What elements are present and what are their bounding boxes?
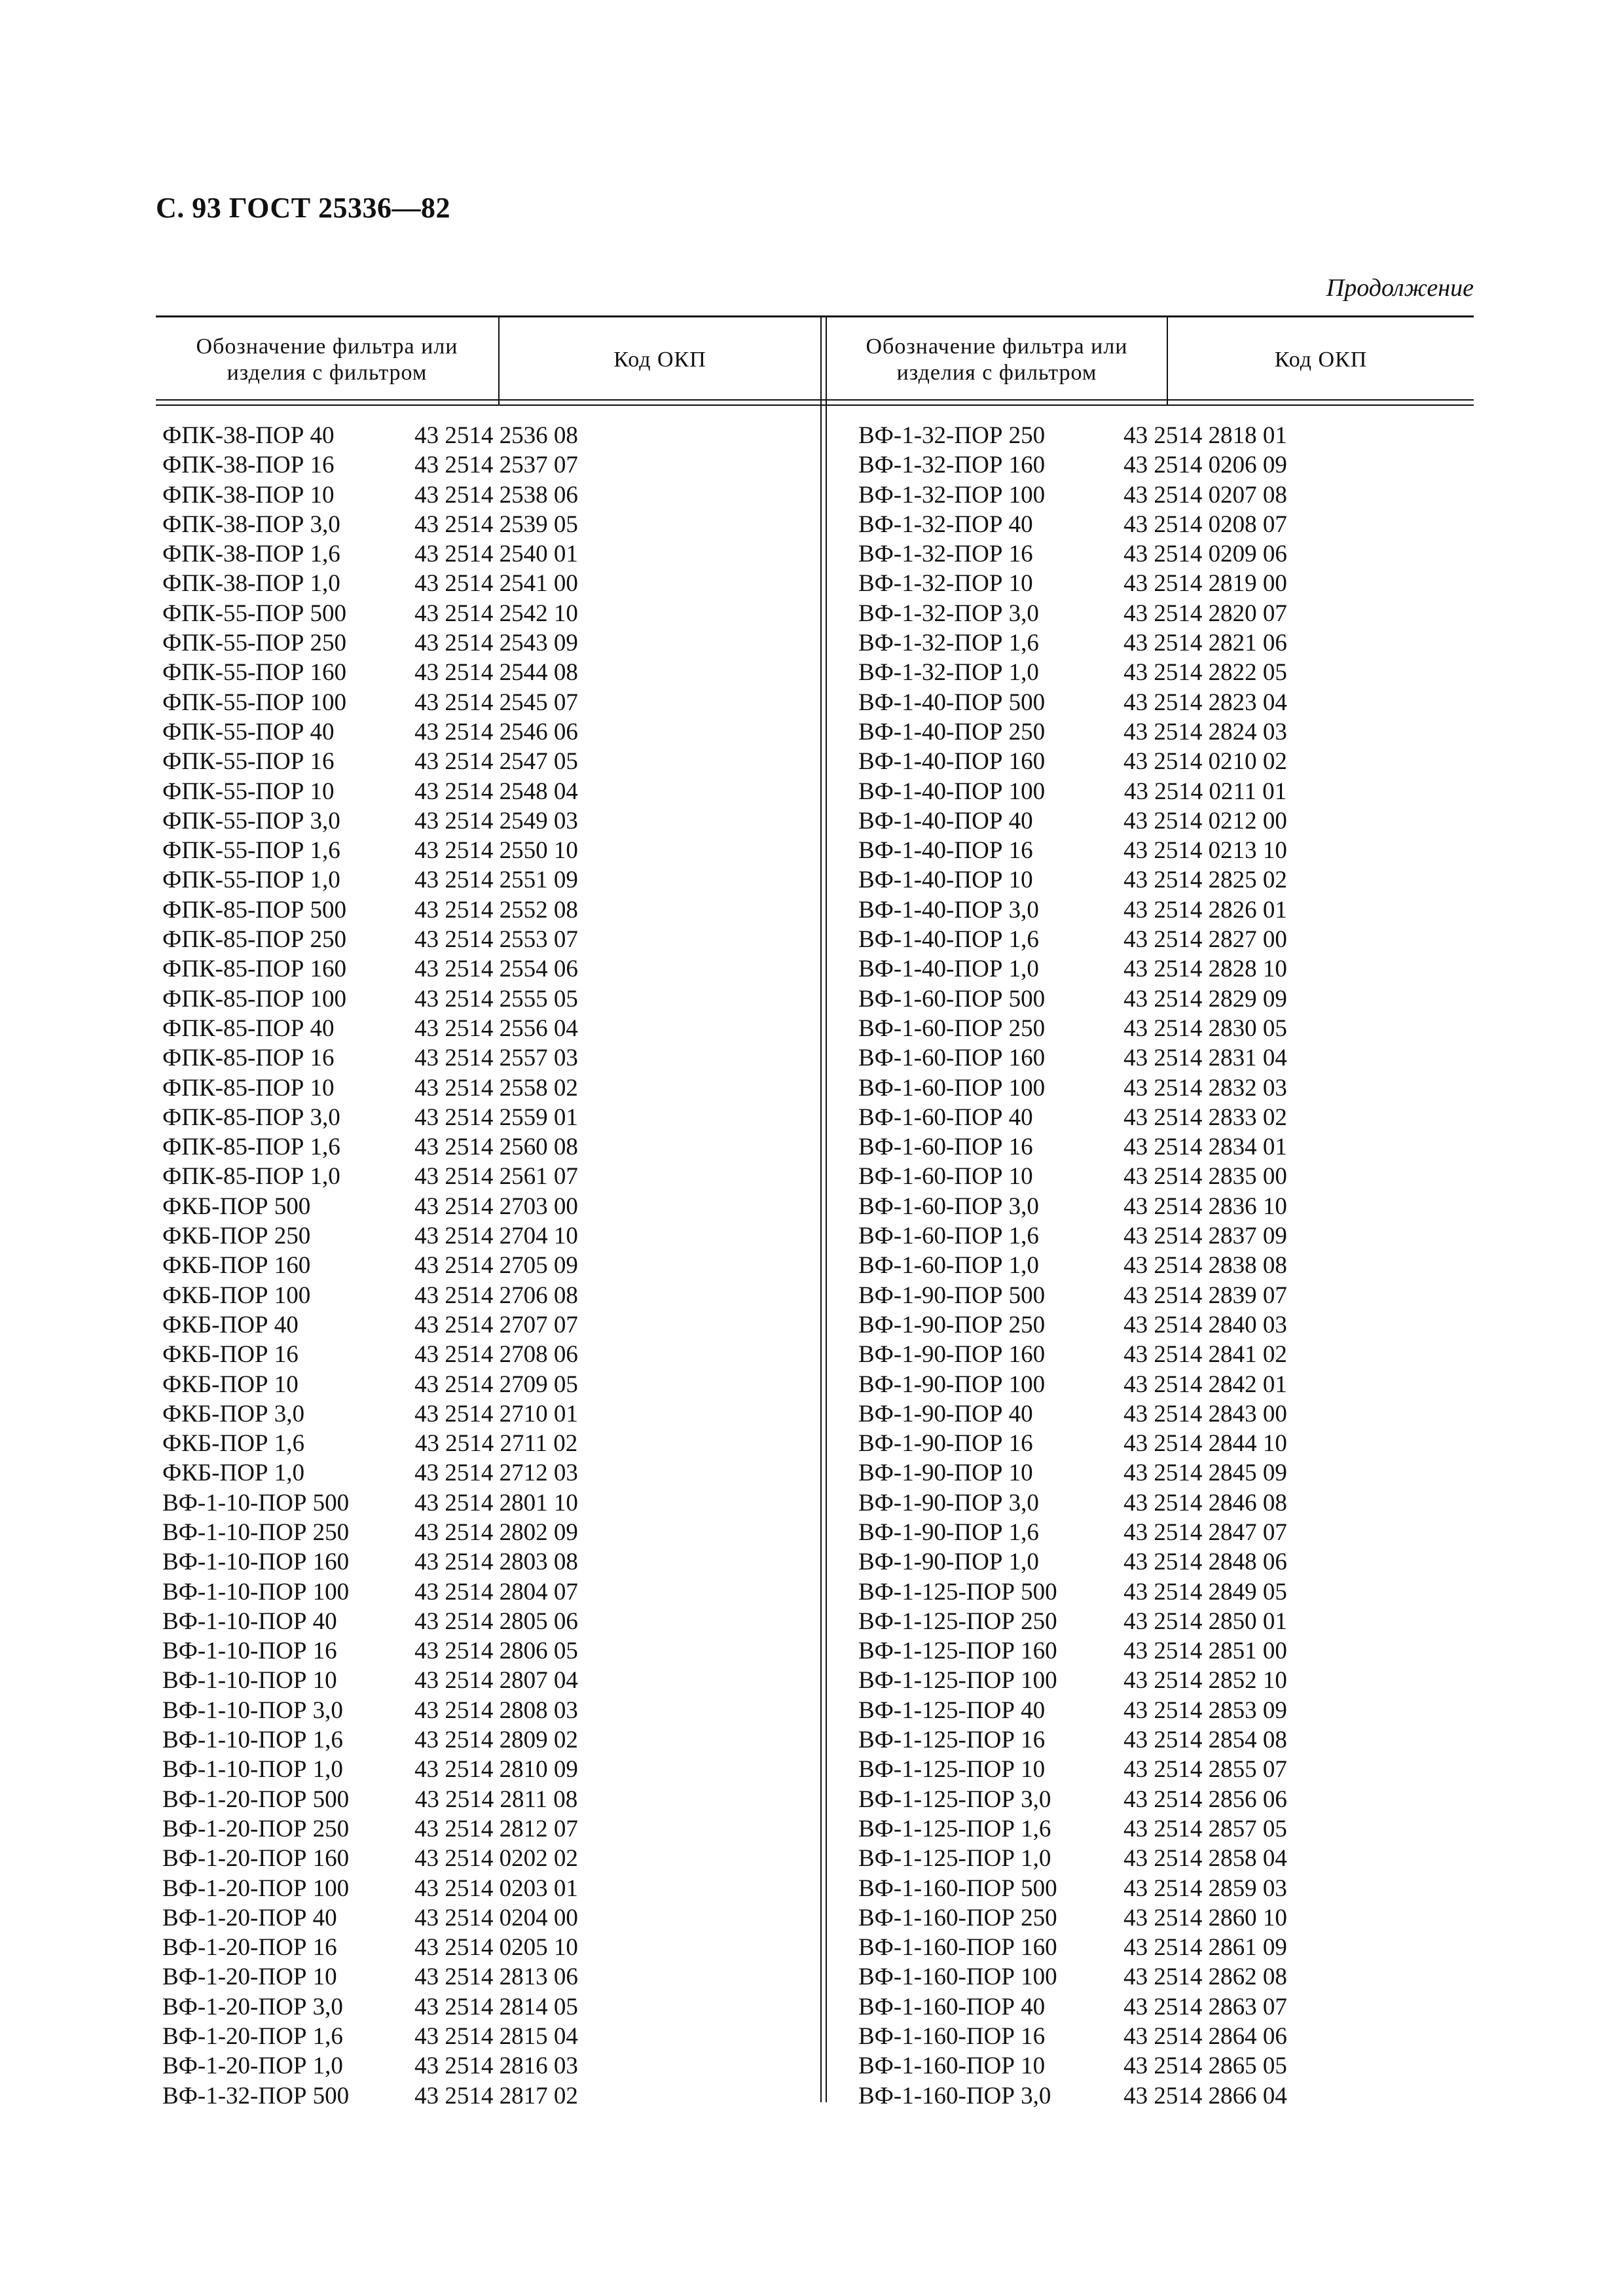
okp-code-right-text: 43 2514 2824 03 (1123, 718, 1287, 745)
okp-code-right-text: 43 2514 2818 01 (1123, 422, 1287, 449)
filter-designation-left: ВФ-1-10-ПОР 500 (162, 1489, 350, 1516)
table-row (156, 1903, 1474, 1933)
filter-designation-right: ВФ-1-60-ПОР 1,0 (858, 1252, 1039, 1280)
okp-code-left-text: 43 2514 2546 06 (414, 718, 578, 745)
okp-code-left-text: 43 2514 2548 04 (414, 778, 578, 805)
okp-code-left-text: 43 2514 2806 05 (414, 1638, 578, 1665)
table-row (156, 1992, 1474, 2022)
filter-designation-left: ФПК-85-ПОР 1,6 (162, 1134, 340, 1161)
filter-designation-left: ВФ-1-10-ПОР 160 (162, 1549, 350, 1576)
filter-designation-left: ФПК-38-ПОР 1,6 (162, 541, 340, 568)
column-header-okp-code-right: Код ОКП (1274, 348, 1368, 372)
okp-code-left-text: 43 2514 2709 05 (414, 1371, 578, 1398)
okp-code-right-text: 43 2514 2835 00 (1123, 1163, 1287, 1191)
okp-code-left-text: 43 2514 2705 09 (414, 1252, 578, 1280)
okp-code-right-text: 43 2514 2849 05 (1123, 1578, 1287, 1605)
filter-designation-right: ВФ-1-60-ПОР 16 (858, 1134, 1033, 1161)
filter-designation-left: ФПК-85-ПОР 1,0 (162, 1163, 340, 1191)
okp-code-table (156, 315, 1474, 2109)
table-row (156, 1933, 1474, 1962)
filter-designation-right: ВФ-1-160-ПОР 16 (858, 2023, 1046, 2051)
table-row (156, 1874, 1474, 1903)
filter-designation-left: ВФ-1-10-ПОР 100 (162, 1578, 350, 1605)
okp-code-left-text: 43 2514 2811 08 (414, 1785, 578, 1813)
okp-code-right-text: 43 2514 2826 01 (1123, 896, 1287, 924)
filter-designation-left: ФКБ-ПОР 250 (162, 1223, 311, 1250)
okp-code-right-text: 43 2514 2821 06 (1123, 630, 1287, 657)
table-body (156, 421, 1474, 2111)
okp-code-left-text: 43 2514 2809 02 (414, 1727, 578, 1754)
filter-designation-right: ВФ-1-32-ПОР 160 (858, 452, 1046, 479)
okp-code-right-text: 43 2514 2852 10 (1123, 1667, 1287, 1695)
table-row (156, 628, 1474, 658)
table-row (156, 658, 1474, 687)
table-row (156, 1340, 1474, 1369)
filter-designation-right: ВФ-1-90-ПОР 1,6 (858, 1518, 1039, 1546)
okp-code-left-text: 43 2514 2711 02 (414, 1430, 578, 1458)
okp-code-left-text: 43 2514 2556 04 (414, 1014, 578, 1042)
filter-designation-left: ФПК-55-ПОР 250 (162, 630, 347, 657)
filter-designation-left: ФПК-85-ПОР 3,0 (162, 1103, 340, 1131)
filter-designation-left: ФКБ-ПОР 16 (162, 1341, 299, 1369)
filter-designation-left: ФПК-38-ПОР 1,0 (162, 570, 340, 598)
filter-designation-left: ФПК-55-ПОР 3,0 (162, 807, 340, 834)
okp-code-right-text: 43 2514 2854 08 (1123, 1727, 1287, 1754)
table-row (156, 1103, 1474, 1132)
filter-designation-left: ФКБ-ПОР 100 (162, 1282, 311, 1309)
filter-designation-left: ФПК-55-ПОР 500 (162, 600, 347, 627)
filter-designation-left: ВФ-1-20-ПОР 3,0 (162, 1993, 343, 2020)
filter-designation-right: ВФ-1-32-ПОР 3,0 (858, 600, 1039, 627)
table-row (156, 2051, 1474, 2081)
okp-code-right-text: 43 2514 2833 02 (1123, 1103, 1287, 1131)
table-row (156, 925, 1474, 954)
table-row (156, 895, 1474, 925)
filter-designation-left: ВФ-1-20-ПОР 40 (162, 1904, 337, 1931)
filter-designation-left: ФКБ-ПОР 160 (162, 1252, 311, 1280)
table-row (156, 1488, 1474, 1518)
okp-code-left-text: 43 2514 2813 06 (414, 1964, 578, 1991)
table-row (156, 1547, 1474, 1577)
okp-code-right-text: 43 2514 2822 05 (1123, 659, 1287, 687)
table-row (156, 747, 1474, 776)
okp-code-right-text: 43 2514 2848 06 (1123, 1549, 1287, 1576)
filter-designation-left: ФПК-55-ПОР 160 (162, 659, 347, 687)
okp-code-left-text: 43 2514 2536 08 (414, 422, 578, 449)
okp-code-left-text: 43 2514 2560 08 (414, 1134, 578, 1161)
filter-designation-right: ВФ-1-160-ПОР 40 (858, 1993, 1046, 2020)
filter-designation-left: ФПК-55-ПОР 1,6 (162, 837, 340, 865)
okp-code-left-text: 43 2514 2540 01 (414, 541, 578, 568)
table-row (156, 1132, 1474, 1162)
filter-designation-right: ВФ-1-90-ПОР 160 (858, 1341, 1046, 1369)
okp-code-left-text: 43 2514 2708 06 (414, 1341, 578, 1369)
filter-designation-left: ВФ-1-20-ПОР 500 (162, 1785, 350, 1813)
okp-code-right-text: 43 2514 0209 06 (1123, 541, 1287, 568)
okp-code-right-text: 43 2514 2828 10 (1123, 956, 1287, 983)
table-row (156, 1696, 1474, 1725)
filter-designation-right: ВФ-1-125-ПОР 10 (858, 1756, 1046, 1784)
table-row (156, 599, 1474, 628)
filter-designation-right: ВФ-1-60-ПОР 1,6 (858, 1223, 1039, 1250)
okp-code-left-text: 43 2514 2559 01 (414, 1103, 578, 1131)
filter-designation-right: ВФ-1-32-ПОР 40 (858, 511, 1033, 538)
okp-code-right-text: 43 2514 2834 01 (1123, 1134, 1287, 1161)
filter-designation-left: ФПК-38-ПОР 10 (162, 481, 335, 509)
filter-designation-right: ВФ-1-160-ПОР 3,0 (858, 2082, 1051, 2109)
okp-code-right-text: 43 2514 2853 09 (1123, 1696, 1287, 1724)
okp-code-left-text: 43 2514 2801 10 (414, 1489, 578, 1516)
table-row (156, 1370, 1474, 1399)
filter-designation-left: ФПК-85-ПОР 500 (162, 896, 347, 924)
table-row (156, 1666, 1474, 1695)
filter-designation-right: ВФ-1-90-ПОР 1,0 (858, 1549, 1039, 1576)
filter-designation-left: ВФ-1-20-ПОР 16 (162, 1934, 337, 1962)
okp-code-right-text: 43 2514 2846 08 (1123, 1489, 1287, 1516)
filter-designation-left: ФКБ-ПОР 40 (162, 1311, 299, 1338)
filter-designation-left: ФКБ-ПОР 500 (162, 1193, 311, 1220)
filter-designation-right: ВФ-1-60-ПОР 40 (858, 1103, 1033, 1131)
okp-code-right-text: 43 2514 2838 08 (1123, 1252, 1287, 1280)
okp-code-left-text: 43 2514 0204 00 (414, 1904, 578, 1931)
okp-code-right-text: 43 2514 2844 10 (1123, 1430, 1287, 1458)
filter-designation-right: ВФ-1-60-ПОР 3,0 (858, 1193, 1039, 1220)
okp-code-right-text: 43 2514 0213 10 (1123, 837, 1287, 865)
table-row (156, 717, 1474, 747)
table-row (156, 2081, 1474, 2111)
okp-code-right-text: 43 2514 2843 00 (1123, 1400, 1287, 1427)
filter-designation-left: ФПК-38-ПОР 3,0 (162, 511, 340, 538)
filter-designation-left: ФПК-85-ПОР 160 (162, 956, 347, 983)
okp-code-right-text: 43 2514 2863 07 (1123, 1993, 1287, 2020)
continuation-label: Продолжение (1326, 274, 1474, 302)
table-row (156, 1844, 1474, 1873)
table-row (156, 1755, 1474, 1784)
okp-code-right-text: 43 2514 0212 00 (1123, 807, 1287, 834)
filter-designation-left: ВФ-1-10-ПОР 1,0 (162, 1756, 343, 1784)
table-row (156, 1014, 1474, 1043)
filter-designation-left: ФПК-85-ПОР 10 (162, 1074, 335, 1102)
okp-code-left-text: 43 2514 2550 10 (414, 837, 578, 865)
filter-designation-right: ВФ-1-60-ПОР 100 (858, 1074, 1046, 1102)
okp-code-right-text: 43 2514 2837 09 (1123, 1223, 1287, 1250)
filter-designation-left: ВФ-1-20-ПОР 160 (162, 1845, 350, 1873)
page-header: С. 93 ГОСТ 25336—82 (156, 192, 451, 224)
filter-designation-left: ВФ-1-20-ПОР 100 (162, 1874, 350, 1902)
okp-code-left-text: 43 2514 2558 02 (414, 1074, 578, 1102)
table-row (156, 1251, 1474, 1280)
table-row (156, 1636, 1474, 1666)
okp-code-right-text: 43 2514 2830 05 (1123, 1014, 1287, 1042)
filter-designation-left: ВФ-1-10-ПОР 250 (162, 1518, 350, 1546)
column-header-okp-code-left: Код ОКП (613, 348, 706, 372)
filter-designation-right: ВФ-1-125-ПОР 40 (858, 1696, 1046, 1724)
filter-designation-left: ФПК-55-ПОР 1,0 (162, 867, 340, 894)
filter-designation-left: ФКБ-ПОР 3,0 (162, 1400, 304, 1427)
table-top-rule (156, 315, 1474, 317)
filter-designation-left: ВФ-1-10-ПОР 10 (162, 1667, 337, 1695)
okp-code-right-text: 43 2514 2865 05 (1123, 2053, 1287, 2080)
filter-designation-right: ВФ-1-90-ПОР 40 (858, 1400, 1033, 1427)
okp-code-left-text: 43 2514 2808 03 (414, 1696, 578, 1724)
okp-code-left-text: 43 2514 2537 07 (414, 452, 578, 479)
okp-code-right-text: 43 2514 2823 04 (1123, 689, 1287, 716)
okp-code-right-text: 43 2514 2847 07 (1123, 1518, 1287, 1546)
table-row (156, 1221, 1474, 1251)
filter-designation-right: ВФ-1-60-ПОР 250 (858, 1014, 1046, 1042)
okp-code-left-text: 43 2514 2555 05 (414, 985, 578, 1013)
filter-designation-right: ВФ-1-40-ПОР 10 (858, 867, 1033, 894)
filter-designation-right: ВФ-1-125-ПОР 16 (858, 1727, 1046, 1754)
filter-designation-right: ВФ-1-32-ПОР 100 (858, 481, 1046, 509)
okp-code-left-text: 43 2514 2710 01 (414, 1400, 578, 1427)
okp-code-left-text: 43 2514 2805 06 (414, 1607, 578, 1635)
filter-designation-left: ФПК-38-ПОР 40 (162, 422, 335, 449)
table-row (156, 954, 1474, 984)
filter-designation-right: ВФ-1-125-ПОР 160 (858, 1638, 1057, 1665)
filter-designation-right: ВФ-1-90-ПОР 100 (858, 1371, 1046, 1398)
filter-designation-left: ФПК-85-ПОР 40 (162, 1014, 335, 1042)
okp-code-right-text: 43 2514 2840 03 (1123, 1311, 1287, 1338)
filter-designation-left: ФПК-85-ПОР 100 (162, 985, 347, 1013)
okp-code-left-text: 43 2514 2704 10 (414, 1223, 578, 1250)
okp-code-left-text: 43 2514 2816 03 (414, 2053, 578, 2080)
table-row (156, 1073, 1474, 1103)
filter-designation-left: ВФ-1-20-ПОР 10 (162, 1964, 337, 1991)
filter-designation-right: ВФ-1-60-ПОР 160 (858, 1045, 1046, 1072)
okp-code-left-text: 43 2514 2543 09 (414, 630, 578, 657)
header-bottom-rule (156, 399, 1474, 401)
filter-designation-right: ВФ-1-60-ПОР 500 (858, 985, 1046, 1013)
okp-code-left-text: 43 2514 0203 01 (414, 1874, 578, 1902)
table-row (156, 865, 1474, 895)
filter-designation-right: ВФ-1-125-ПОР 500 (858, 1578, 1057, 1605)
okp-code-right-text: 43 2514 2827 00 (1123, 926, 1287, 954)
filter-designation-right: ВФ-1-40-ПОР 160 (858, 748, 1046, 776)
okp-code-left-text: 43 2514 2557 03 (414, 1045, 578, 1072)
filter-designation-right: ВФ-1-90-ПОР 250 (858, 1311, 1046, 1338)
filter-designation-right: ВФ-1-40-ПОР 1,6 (858, 926, 1039, 954)
table-row (156, 569, 1474, 598)
table-row (156, 836, 1474, 865)
column-header-designation-left: Обозначение фильтра или изделия с фильтром (196, 334, 458, 385)
table-row (156, 1962, 1474, 1992)
filter-designation-left: ВФ-1-10-ПОР 16 (162, 1638, 337, 1665)
filter-designation-right: ВФ-1-125-ПОР 100 (858, 1667, 1057, 1695)
okp-code-right-text: 43 2514 2839 07 (1123, 1282, 1287, 1309)
table-row (156, 1518, 1474, 1547)
okp-code-right-text: 43 2514 0207 08 (1123, 481, 1287, 509)
okp-code-right-text: 43 2514 2859 03 (1123, 1874, 1287, 1902)
okp-code-right-text: 43 2514 2860 10 (1123, 1904, 1287, 1931)
okp-code-left-text: 43 2514 0205 10 (414, 1934, 578, 1962)
table-row (156, 1399, 1474, 1429)
okp-code-left-text: 43 2514 2544 08 (414, 659, 578, 687)
okp-code-left-text: 43 2514 2561 07 (414, 1163, 578, 1191)
filter-designation-right: ВФ-1-160-ПОР 160 (858, 1934, 1057, 1962)
table-row (156, 984, 1474, 1014)
table-row (156, 1429, 1474, 1458)
okp-code-right-text: 43 2514 2851 00 (1123, 1638, 1287, 1665)
okp-code-left-text: 43 2514 2545 07 (414, 689, 578, 716)
table-row (156, 1458, 1474, 1488)
table-row (156, 1607, 1474, 1636)
okp-code-left-text: 43 2514 2804 07 (414, 1578, 578, 1605)
okp-code-right-text: 43 2514 2866 04 (1123, 2082, 1287, 2109)
okp-code-right-text: 43 2514 0208 07 (1123, 511, 1287, 538)
okp-code-left-text: 43 2514 2810 09 (414, 1756, 578, 1784)
okp-code-right-text: 43 2514 2845 09 (1123, 1460, 1287, 1487)
okp-code-right-text: 43 2514 2820 07 (1123, 600, 1287, 627)
table-row (156, 1785, 1474, 1814)
table-row (156, 1281, 1474, 1310)
table-row (156, 1577, 1474, 1607)
okp-code-left-text: 43 2514 2703 00 (414, 1193, 578, 1220)
okp-code-right-text: 43 2514 0206 09 (1123, 452, 1287, 479)
table-row (156, 2022, 1474, 2051)
okp-code-right-text: 43 2514 2819 00 (1123, 570, 1287, 598)
okp-code-left-text: 43 2514 2706 08 (414, 1282, 578, 1309)
okp-code-right-text: 43 2514 2850 01 (1123, 1607, 1287, 1635)
okp-code-left-text: 43 2514 2552 08 (414, 896, 578, 924)
okp-code-right-text: 43 2514 2864 06 (1123, 2023, 1287, 2051)
filter-designation-right: ВФ-1-32-ПОР 16 (858, 541, 1033, 568)
okp-code-left-text: 43 2514 2538 06 (414, 481, 578, 509)
filter-designation-right: ВФ-1-40-ПОР 100 (858, 778, 1046, 805)
filter-designation-right: ВФ-1-160-ПОР 10 (858, 2053, 1046, 2080)
filter-designation-right: ВФ-1-32-ПОР 1,6 (858, 630, 1039, 657)
filter-designation-right: ВФ-1-40-ПОР 16 (858, 837, 1033, 865)
table-row (156, 1310, 1474, 1340)
filter-designation-right: ВФ-1-90-ПОР 10 (858, 1460, 1033, 1487)
filter-designation-right: ВФ-1-40-ПОР 3,0 (858, 896, 1039, 924)
filter-designation-right: ВФ-1-40-ПОР 40 (858, 807, 1033, 834)
okp-code-right-text: 43 2514 2858 04 (1123, 1845, 1287, 1873)
filter-designation-right: ВФ-1-32-ПОР 1,0 (858, 659, 1039, 687)
table-row (156, 480, 1474, 510)
filter-designation-left: ВФ-1-32-ПОР 500 (162, 2082, 350, 2109)
filter-designation-right: ВФ-1-125-ПОР 250 (858, 1607, 1057, 1635)
filter-designation-left: ВФ-1-10-ПОР 1,6 (162, 1727, 343, 1754)
table-row (156, 450, 1474, 480)
okp-code-left-text: 43 2514 2802 09 (414, 1518, 578, 1546)
filter-designation-right: ВФ-1-32-ПОР 10 (858, 570, 1033, 598)
okp-code-left-text: 43 2514 2812 07 (414, 1815, 578, 1842)
okp-code-right-text: 43 2514 0211 01 (1123, 778, 1287, 805)
filter-designation-left: ФПК-55-ПОР 100 (162, 689, 347, 716)
filter-designation-right: ВФ-1-90-ПОР 3,0 (858, 1489, 1039, 1516)
okp-code-left-text: 43 2514 2815 04 (414, 2023, 578, 2051)
okp-code-right-text: 43 2514 2861 09 (1123, 1934, 1287, 1962)
okp-code-left-text: 43 2514 2541 00 (414, 570, 578, 598)
filter-designation-left: ФПК-55-ПОР 16 (162, 748, 335, 776)
column-header-designation-right: Обозначение фильтра или изделия с фильтром (866, 334, 1128, 385)
okp-code-left-text: 43 2514 0202 02 (414, 1845, 578, 1873)
filter-designation-right: ВФ-1-125-ПОР 3,0 (858, 1785, 1051, 1813)
okp-code-right-text: 43 2514 2862 08 (1123, 1964, 1287, 1991)
okp-code-left-text: 43 2514 2807 04 (414, 1667, 578, 1695)
okp-code-right-text: 43 2514 2856 06 (1123, 1785, 1287, 1813)
table-row (156, 1043, 1474, 1073)
okp-code-right-text: 43 2514 2829 09 (1123, 985, 1287, 1013)
okp-code-right-text: 43 2514 2832 03 (1123, 1074, 1287, 1102)
filter-designation-left: ВФ-1-20-ПОР 1,0 (162, 2053, 343, 2080)
okp-code-left-text: 43 2514 2814 05 (414, 1993, 578, 2020)
filter-designation-right: ВФ-1-160-ПОР 500 (858, 1874, 1057, 1902)
filter-designation-right: ВФ-1-40-ПОР 1,0 (858, 956, 1039, 983)
table-row (156, 510, 1474, 539)
okp-code-left-text: 43 2514 2712 03 (414, 1460, 578, 1487)
okp-code-left-text: 43 2514 2539 05 (414, 511, 578, 538)
filter-designation-left: ФКБ-ПОР 1,0 (162, 1460, 304, 1487)
okp-code-left-text: 43 2514 2553 07 (414, 926, 578, 954)
table-row (156, 806, 1474, 836)
filter-designation-right: ВФ-1-90-ПОР 500 (858, 1282, 1046, 1309)
okp-code-left-text: 43 2514 2549 03 (414, 807, 578, 834)
filter-designation-left: ФПК-55-ПОР 40 (162, 718, 335, 745)
table-row (156, 688, 1474, 717)
filter-designation-left: ВФ-1-10-ПОР 40 (162, 1607, 337, 1635)
table-row (156, 1162, 1474, 1191)
filter-designation-right: ВФ-1-60-ПОР 10 (858, 1163, 1033, 1191)
filter-designation-left: ФПК-55-ПОР 10 (162, 778, 335, 805)
filter-designation-right: ВФ-1-90-ПОР 16 (858, 1430, 1033, 1458)
okp-code-left-text: 43 2514 2817 02 (414, 2082, 578, 2109)
filter-designation-left: ФКБ-ПОР 10 (162, 1371, 299, 1398)
filter-designation-left: ФПК-38-ПОР 16 (162, 452, 335, 479)
filter-designation-left: ВФ-1-20-ПОР 250 (162, 1815, 350, 1842)
table-row (156, 539, 1474, 569)
okp-code-left-text: 43 2514 2707 07 (414, 1311, 578, 1338)
okp-code-left-text: 43 2514 2542 10 (414, 600, 578, 627)
okp-code-right-text: 43 2514 0210 02 (1123, 748, 1287, 776)
okp-code-right-text: 43 2514 2841 02 (1123, 1341, 1287, 1369)
filter-designation-right: ВФ-1-40-ПОР 500 (858, 689, 1046, 716)
okp-code-right-text: 43 2514 2855 07 (1123, 1756, 1287, 1784)
table-row (156, 421, 1474, 450)
okp-code-left-text: 43 2514 2551 09 (414, 867, 578, 894)
okp-code-right-text: 43 2514 2857 05 (1123, 1815, 1287, 1842)
okp-code-left-text: 43 2514 2554 06 (414, 956, 578, 983)
header-bottom-rule-double (156, 404, 1474, 406)
filter-designation-left: ФКБ-ПОР 1,6 (162, 1430, 304, 1458)
okp-code-right-text: 43 2514 2836 10 (1123, 1193, 1287, 1220)
table-row (156, 1725, 1474, 1755)
okp-code-left-text: 43 2514 2547 05 (414, 748, 578, 776)
filter-designation-right: ВФ-1-160-ПОР 250 (858, 1904, 1057, 1931)
okp-code-left-text: 43 2514 2803 08 (414, 1549, 578, 1576)
filter-designation-right: ВФ-1-125-ПОР 1,0 (858, 1845, 1051, 1873)
filter-designation-right: ВФ-1-32-ПОР 250 (858, 422, 1046, 449)
table-row (156, 777, 1474, 806)
filter-designation-right: ВФ-1-125-ПОР 1,6 (858, 1815, 1051, 1842)
filter-designation-left: ФПК-85-ПОР 250 (162, 926, 347, 954)
okp-code-right-text: 43 2514 2825 02 (1123, 867, 1287, 894)
table-row (156, 1814, 1474, 1844)
filter-designation-right: ВФ-1-160-ПОР 100 (858, 1964, 1057, 1991)
table-row (156, 1192, 1474, 1221)
filter-designation-left: ВФ-1-10-ПОР 3,0 (162, 1696, 343, 1724)
okp-code-right-text: 43 2514 2831 04 (1123, 1045, 1287, 1072)
filter-designation-left: ВФ-1-20-ПОР 1,6 (162, 2023, 343, 2051)
okp-code-right-text: 43 2514 2842 01 (1123, 1371, 1287, 1398)
filter-designation-left: ФПК-85-ПОР 16 (162, 1045, 335, 1072)
filter-designation-right: ВФ-1-40-ПОР 250 (858, 718, 1046, 745)
